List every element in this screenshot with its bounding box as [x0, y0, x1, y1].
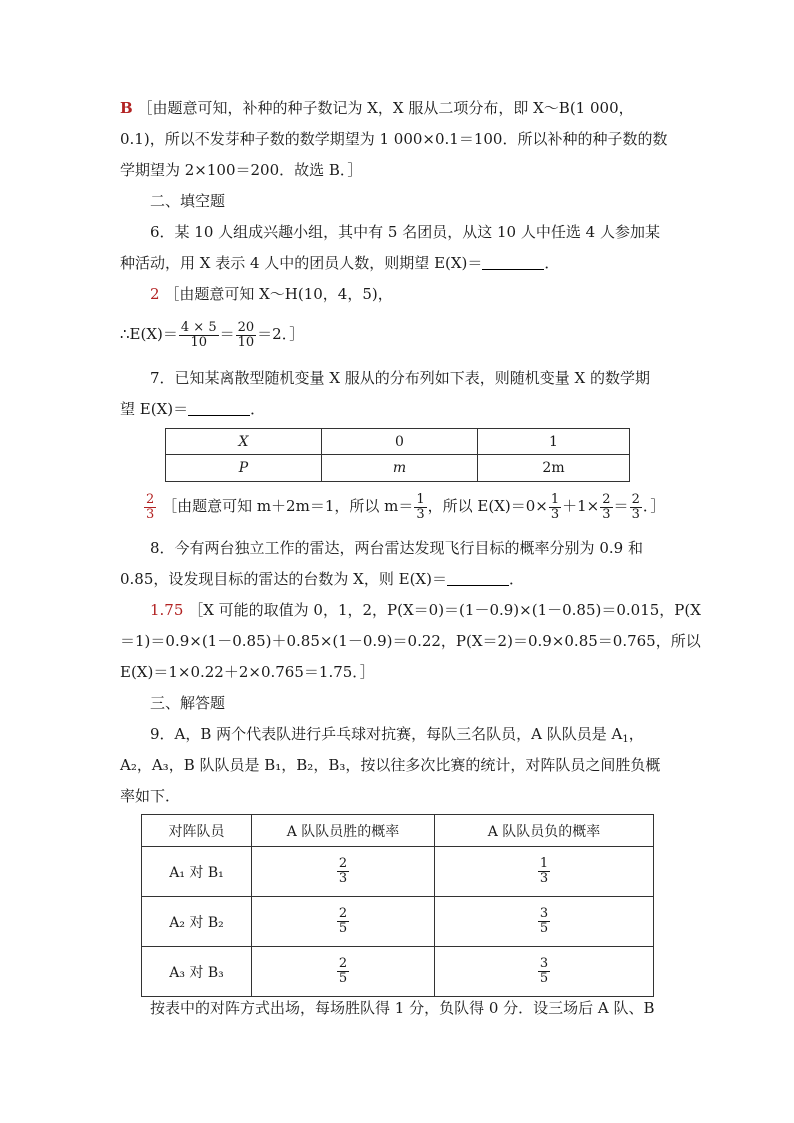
table-cell — [435, 897, 654, 947]
table-cell — [252, 847, 435, 897]
fraction: $\frac{1}{3}$ — [550, 491, 560, 522]
fraction: $\frac{1}{3}$ — [539, 856, 549, 886]
q7-line1: 7．已知某离散型随机变量 X 服从的分布列如下表，则随机变量 X 的数学期 — [150, 369, 650, 387]
q6-expl1: ［由题意可知 X～H(10，4，5)， — [164, 285, 393, 303]
q7-expl-a: ［由题意可知 m＋2m＝1，所以 m＝ — [162, 497, 414, 515]
q6-expl2-suffix: ＝2．］ — [257, 325, 305, 343]
table-cell: m — [322, 455, 478, 482]
q9-line1-text: 9．A，B 两个代表队进行乒乓球对抗赛，每队三名队员，A 队队员是 A — [150, 725, 623, 743]
fraction-numerator: 2 — [146, 491, 155, 507]
table-row — [142, 847, 654, 897]
q6-line2: 种活动，用 X 表示 4 人中的团员人数，则期望 E(X)＝ ． — [120, 254, 560, 272]
q7-expl-c: ＋1× — [562, 497, 600, 515]
q8-line2-text: 0.85，设发现目标的雷达的台数为 X，则 E(X)＝ — [120, 570, 447, 588]
q9-after-table: 按表中的对阵方式出场，每场胜队得 1 分，负队得 0 分．设三场后 A 队、B — [150, 999, 655, 1017]
fraction: $\frac{2}{5}$ — [338, 956, 348, 986]
table-cell — [252, 947, 435, 997]
answer-blank — [188, 401, 250, 416]
fraction-denominator: 10 — [237, 334, 255, 350]
q8-answer-value: 1.75 — [150, 601, 184, 619]
q9-line2: A₂，A₃，B 队队员是 B₁，B₂，B₃，按以往多次比赛的统计，对阵队员之间胜负概 — [120, 756, 661, 774]
q6-expl2: ∴E(X)＝ $\frac{4 \times 5}{10}$ ＝ $\frac{20}{10}$ ＝2．］ — [120, 319, 305, 350]
fraction-numerator: 4 × 5 — [180, 319, 217, 335]
q8-line1: 8．今有两台独立工作的雷达，两台雷达发现飞行目标的概率分别为 0.9 和 — [150, 539, 643, 557]
fraction: $\frac{2}{3}$ — [602, 491, 611, 522]
table-header: A 队队员胜的概率 — [252, 815, 435, 847]
table-cell — [252, 897, 435, 947]
fraction: $\frac{3}{5}$ — [539, 906, 549, 936]
fraction — [236, 321, 257, 350]
q8-expl3: E(X)＝1×0.22＋2×0.765＝1.75．］ — [120, 663, 375, 681]
subscript: 1 — [622, 734, 629, 745]
fraction-denominator: 10 — [190, 334, 208, 350]
answer-blank — [447, 571, 509, 586]
answer-blank — [482, 255, 544, 270]
fraction: $\frac{2}{3}$ — [631, 491, 640, 522]
q9-line1-end: ， — [628, 725, 644, 743]
q7-line2: 望 E(X)＝ ． — [120, 400, 266, 418]
q6-line1: 6．某 10 人组成兴趣小组，其中有 5 名团员，从这 10 人中任选 4 人参加某 — [150, 223, 660, 241]
table-cell: 2m — [478, 455, 630, 482]
q8-expl1: ［X 可能的取值为 0，1，2，P(X＝0)＝(1－0.9)×(1－0.85)＝0.015，P(X — [188, 601, 701, 619]
fraction — [179, 321, 219, 350]
fraction: $\frac{3}{5}$ — [539, 956, 549, 986]
q6-line2-text: 种活动，用 X 表示 4 人中的团员人数，则期望 E(X)＝ — [120, 254, 483, 272]
q7-expl-e: ．］ — [642, 497, 666, 515]
table-row — [142, 947, 654, 997]
table-cell: A₃ 对 B₃ — [142, 947, 252, 997]
table-cell: A₁ 对 B₁ — [142, 847, 252, 897]
q5-expl-line3: 学期望为 2×100＝200．故选 B．］ — [120, 161, 363, 179]
q6-answer-value: 2 — [150, 285, 160, 303]
q5-expl-line2: 0.1)，所以不发芽种子数的数学期望为 1 000×0.1＝100．所以补种的种子数的数 — [120, 130, 668, 148]
q5-answer-letter: B — [120, 99, 133, 117]
q7-answer-line — [143, 488, 703, 524]
q8-answer-line — [150, 595, 710, 626]
fraction-denominator: 3 — [146, 506, 155, 522]
q8-expl2: ＝1)＝0.9×(1－0.85)＋0.85×(1－0.9)＝0.22，P(X＝2)＝0.9×0.85＝0.765，所以 — [120, 632, 701, 650]
q9-line3: 率如下． — [120, 787, 181, 805]
table-cell: 0 — [322, 429, 478, 455]
q8-line2: 0.85，设发现目标的雷达的台数为 X，则 E(X)＝ ． — [120, 570, 524, 588]
table-row — [142, 897, 654, 947]
table-header: 对阵队员 — [142, 815, 252, 847]
table-cell — [435, 947, 654, 997]
section-heading-fill-in: 二、填空题 — [150, 192, 226, 210]
table-cell: P — [166, 455, 322, 482]
table-cell: A₂ 对 B₂ — [142, 897, 252, 947]
table-cell — [435, 847, 654, 897]
q5-answer-line1 — [120, 93, 680, 124]
fraction: $\frac{1}{3}$ — [416, 491, 425, 522]
q7-distribution-table — [165, 428, 630, 482]
q6-expl2-prefix: ∴E(X)＝ — [120, 325, 178, 343]
q7-line2-text: 望 E(X)＝ — [120, 400, 189, 418]
fraction: $\frac{2}{3}$ — [338, 856, 348, 886]
table-cell: 1 — [478, 429, 630, 455]
q7-expl-b: ，所以 E(X)＝0× — [427, 497, 548, 515]
q5-expl-line1: ［由题意可知，补种的种子数记为 X，X 服从二项分布，即 X～B(1 000， — [137, 99, 634, 117]
fraction-numerator: 20 — [237, 319, 255, 335]
section-heading-solve: 三、解答题 — [150, 694, 226, 712]
q7-answer-fraction — [144, 493, 156, 522]
table-cell: X — [166, 429, 322, 455]
fraction: $\frac{2}{5}$ — [338, 906, 348, 936]
q6-answer-line — [150, 279, 710, 310]
table-header: A 队队员负的概率 — [435, 815, 654, 847]
q7-expl-d: ＝ — [613, 497, 629, 515]
q9-probability-table — [141, 814, 654, 997]
